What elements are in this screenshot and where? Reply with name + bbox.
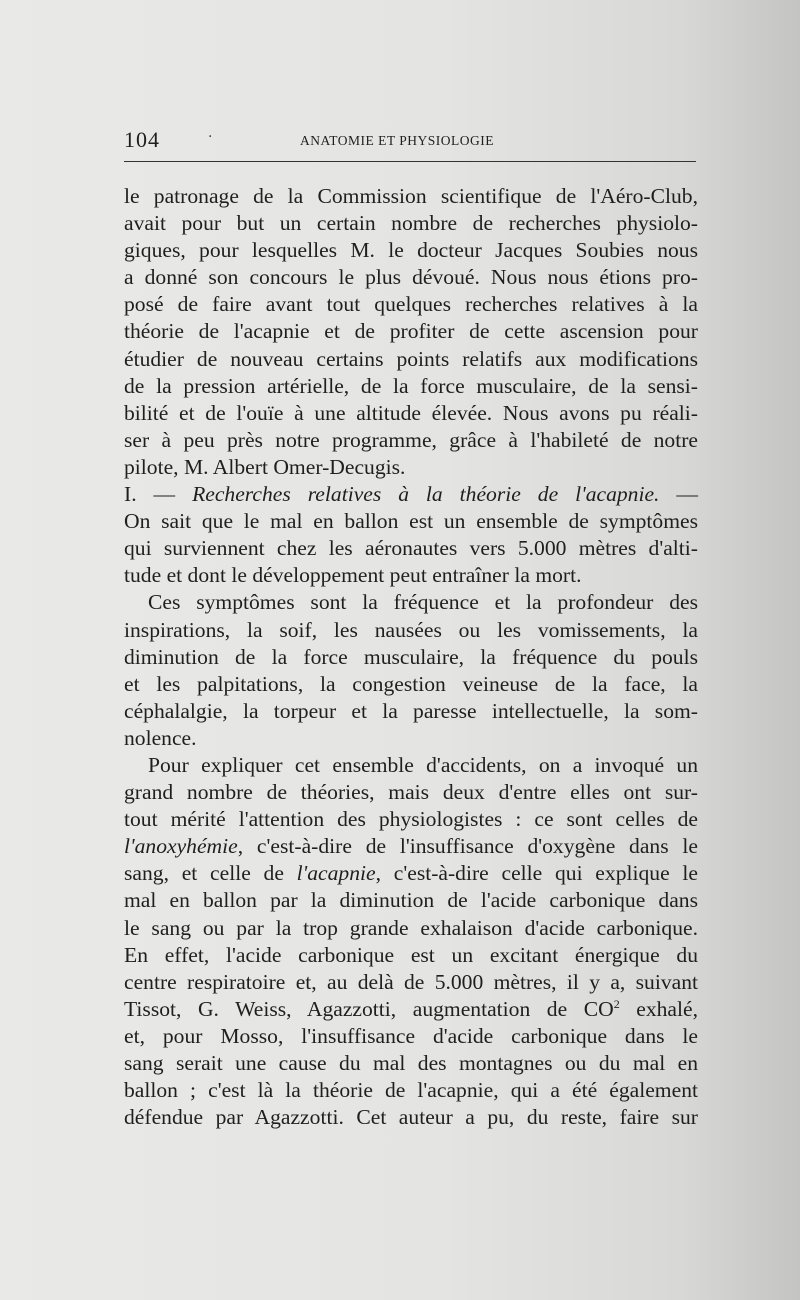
text-line: Ces symptômes sont la fréquence et la profondeur des [148,590,698,615]
running-title: ANATOMIE ET PHYSIOLOGIE [300,133,494,148]
running-head [124,127,696,157]
text-line: ballon ; c'est là la théorie de l'acapnie, qui a été également [124,1078,698,1103]
text-line: sang serait une cause du mal des montagnes ou du mal en [124,1051,698,1075]
text-line: ser à peu près notre programme, grâce à l'habileté de notre [124,427,698,452]
text-line: théorie de l'acapnie et de profiter de cette ascension pour [124,319,698,344]
body-text [124,183,698,1131]
text-line: défendue par Agazzotti. Cet auteur a pu, du reste, faire sur [124,1105,698,1130]
text-line: bilité et de l'ouïe à une altitude élevée. Nous avons pu réali- [124,400,698,425]
text-fragment: , c'est-à-dire de l'insuffisance d'oxygène dans le [237,834,698,859]
text-fragment: exhalé, [619,996,698,1021]
text-line: inspirations, la soif, les nausées ou les vomissements, la [124,617,698,642]
text-line: a donné son concours le plus dévoué. Nous nous étions pro- [124,265,698,290]
text-line: et les palpitations, la congestion veineuse de la face, la [124,671,698,696]
text-line: On sait que le mal en ballon est un ensemble de symptômes [124,509,698,534]
header-rule [124,161,696,162]
text-line [124,860,698,887]
text-fragment: sang, et celle de [124,861,297,886]
section-heading-line [124,481,698,508]
section-dash: — [659,482,698,507]
text-line: et, pour Mosso, l'insuffisance d'acide carbonique dans le [124,1023,698,1048]
text-line: giques, pour lesquelles M. le docteur Jacques Soubies nous [124,238,698,263]
text-line: diminution de la force musculaire, la fréquence du pouls [124,644,698,669]
text-line: Pour expliquer cet ensemble d'accidents, on a invoqué un [148,752,698,777]
text-line: le sang ou par la trop grande exhalaison d'acide carbonique. [124,915,698,940]
text-fragment: Tissot, G. Weiss, Agazzotti, augmentation de CO [124,996,614,1021]
text-line: étudier de nouveau certains points relatifs aux modifications [124,346,698,371]
text-line: grand nombre de théories, mais deux d'entre elles ont sur- [124,780,698,805]
text-line [124,833,698,860]
text-line: avait pour but un certain nombre de recherches physiolo- [124,211,698,236]
text-line: de la pression artérielle, de la force musculaire, de la sensi- [124,373,698,398]
text-line [124,996,698,1023]
text-fragment: , c'est-à-dire celle qui explique le [375,861,698,886]
text-line: posé de faire avant tout quelques recherches relatives à la [124,292,698,317]
superscript: 2 [613,996,620,1011]
term-acapnie: l'acapnie [296,861,376,886]
page-number: 104 [124,127,160,152]
term-anoxyhemie: l'anoxyhémie [124,834,238,859]
header-dot: · [208,129,213,145]
text-line: qui surviennent chez les aéronautes vers 5.000 mètres d'alti- [124,536,698,561]
text-line: céphalalgie, la torpeur et la paresse intellectuelle, la som- [124,698,698,723]
text-line: le patronage de la Commission scientifique de l'Aéro-Club, [124,184,698,208]
text-line: nolence. [124,725,197,750]
text-line: centre respiratoire et, au delà de 5.000 mètres, il y a, suivant [124,969,698,994]
text-line: tude et dont le développement peut entraîner la mort. [124,563,582,588]
text-line: mal en ballon par la diminution de l'acide carbonique dans [124,888,698,913]
section-title: Recherches relatives à la théorie de l'acapnie. [192,482,660,507]
text-line: pilote, M. Albert Omer-Decugis. [124,454,406,479]
text-line: tout mérité l'attention des physiologistes : ce sont celles de [124,807,698,832]
section-number: I. — [124,482,193,507]
text-line: En effet, l'acide carbonique est un excitant énergique du [124,942,698,967]
